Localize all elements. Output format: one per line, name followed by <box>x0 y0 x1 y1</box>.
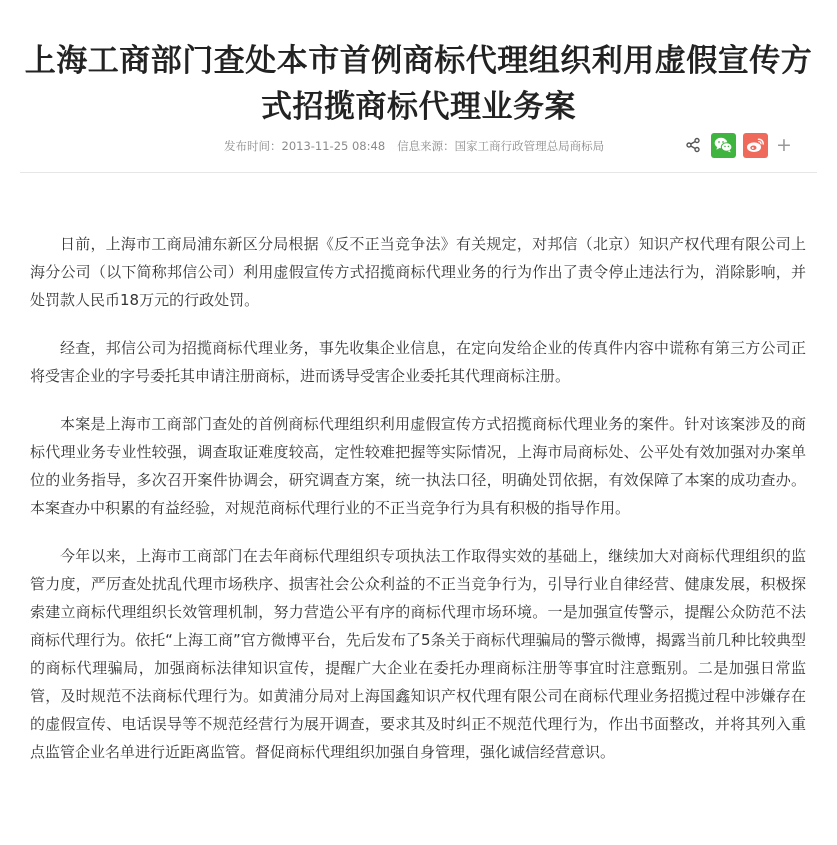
article-paragraph: 本案是上海市工商部门查处的首例商标代理组织利用虚假宣传方式招揽商标代理业务的案件。针对该案涉及的商标代理业务专业性较强，调查取证难度较高，定性较难把握等实际情况，上海市局商标处、公平处有效加强对办案单位的业务指导，多次召开案件协调会，研究调查方案，统一执法口径，明确处罚依据，有效保障了本案的成功查办。本案查办中积累的有益经验，对规范商标代理行业的不正当竞争行为具有积极的指导作用。 <box>30 415 806 517</box>
article-body <box>30 230 806 786</box>
article-title: 上海工商部门查处本市首例商标代理组织利用虚假宣传方式招揽商标代理业务案 <box>24 43 813 125</box>
wechat-icon <box>714 137 733 153</box>
share-bar <box>684 132 792 158</box>
article-meta <box>224 138 604 154</box>
weibo-share-button[interactable] <box>743 133 768 158</box>
article-paragraph: 日前，上海市工商局浦东新区分局根据《反不正当竞争法》有关规定，对邦信（北京）知识产权代理有限公司上海分公司（以下简称邦信公司）利用虚假宣传方式招揽商标代理业务的行为作出了责令停止违法行为，消除影响，并处罚款人民币18万元的行政处罚。 <box>30 235 806 309</box>
article-paragraph: 今年以来，上海市工商部门在去年商标代理组织专项执法工作取得实效的基础上，继续加大对商标代理组织的监管力度，严厉查处扰乱代理市场秩序、损害社会公众利益的不正当竞争行为，引导行业自律经营、健康发展，积极探索建立商标代理组织长效管理机制，努力营造公平有序的商标代理市场环境。一是加强宣传警示，提醒公众防范不法商标代理行为。依托“上海工商”官方微博平台，先后发布了5条关于商标代理骗局的警示微博，揭露当前几种比较典型的商标代理骗局，加强商标法律知识宣传，提醒广大企业在委托办理商标注册等事宜时注意甄别。二是加强日常监管，及时规范不法商标代理行为。如黄浦分局对上海国鑫知识产权代理有限公司在商标代理业务招揽过程中涉嫌存在的虚假宣传、电话误导等不规范经营行为展开调查，要求其及时纠正不规范代理行为，作出书面整改，并将其列入重点监管企业名单进行近距离监管。督促商标代理组织加强自身管理，强化诚信经营意识。 <box>30 547 806 761</box>
publish-time-label: 发布时间： <box>224 139 282 153</box>
article-paragraph: 经查，邦信公司为招揽商标代理业务，事先收集企业信息，在定向发给企业的传真件内容中谎称有第三方公司正将受害企业的字号委托其申请注册商标，进而诱导受害企业委托其代理商标注册。 <box>30 339 806 385</box>
header-divider <box>20 172 817 173</box>
source-label: 信息来源： <box>397 139 455 153</box>
weibo-icon <box>746 137 765 153</box>
publish-time: 2013-11-25 08:48 <box>281 139 386 153</box>
share-icon[interactable] <box>684 136 702 154</box>
source-name: 国家工商行政管理总局商标局 <box>454 139 605 153</box>
more-share-button[interactable]: + <box>776 134 792 156</box>
wechat-share-button[interactable] <box>711 133 736 158</box>
